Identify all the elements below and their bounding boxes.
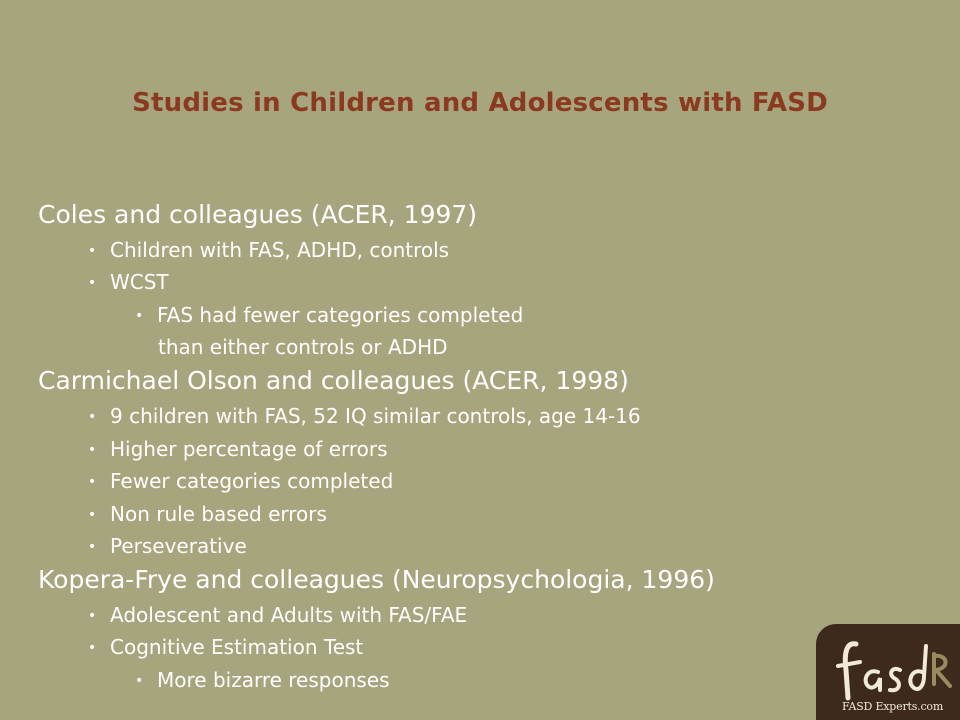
sub-bullet-item <box>38 301 523 330</box>
line-text: Adolescent and Adults with FAS/FAE <box>110 603 468 627</box>
line-text: Coles and colleagues (ACER, 1997) <box>38 200 478 229</box>
bullet-dot-icon: • <box>88 409 97 425</box>
line-text: than either controls or ADHD <box>158 335 448 359</box>
bullet-item <box>38 633 363 662</box>
bullet-dot-icon: • <box>135 308 144 324</box>
line-text: Carmichael Olson and colleagues (ACER, 1998) <box>38 366 629 395</box>
bullet-item <box>38 236 449 265</box>
line-text: 9 children with FAS, 52 IQ similar controls, age 14-16 <box>110 404 641 428</box>
bullet-item <box>38 467 393 496</box>
fasd-experts-logo <box>816 624 960 720</box>
bullet-dot-icon: • <box>88 640 97 656</box>
line-text: Kopera-Frye and colleagues (Neuropsychologia, 1996) <box>38 565 715 594</box>
line-text: WCST <box>110 270 169 294</box>
line-text: Children with FAS, ADHD, controls <box>110 238 450 262</box>
line-text: Perseverative <box>110 534 247 558</box>
sub-bullet-item <box>38 666 390 695</box>
line-text: Fewer categories completed <box>110 469 394 493</box>
bullet-item <box>38 532 247 561</box>
bullet-dot-icon: • <box>88 507 97 523</box>
bullet-dot-icon: • <box>88 474 97 490</box>
logo-caption: FASD Experts.com <box>842 700 944 713</box>
line-text: FAS had fewer categories completed <box>157 303 524 327</box>
bullet-item <box>38 435 388 464</box>
bullet-dot-icon: • <box>88 539 97 555</box>
study-heading <box>38 198 477 232</box>
sub-bullet-continuation <box>38 333 448 361</box>
line-text: Cognitive Estimation Test <box>110 635 364 659</box>
study-heading <box>38 364 629 398</box>
bullet-dot-icon: • <box>88 608 97 624</box>
slide-title: Studies in Children and Adolescents with FASD <box>132 88 828 118</box>
bullet-item <box>38 500 327 529</box>
line-text: Higher percentage of errors <box>110 437 388 461</box>
bullet-dot-icon: • <box>88 442 97 458</box>
bullet-item <box>38 402 641 431</box>
bullet-item <box>38 601 467 630</box>
study-heading <box>38 563 715 597</box>
line-text: More bizarre responses <box>157 668 390 692</box>
bullet-dot-icon: • <box>88 243 97 259</box>
bullet-dot-icon: • <box>88 275 97 291</box>
bullet-dot-icon: • <box>135 673 144 689</box>
bullet-item <box>38 268 169 297</box>
line-text: Non rule based errors <box>110 502 327 526</box>
